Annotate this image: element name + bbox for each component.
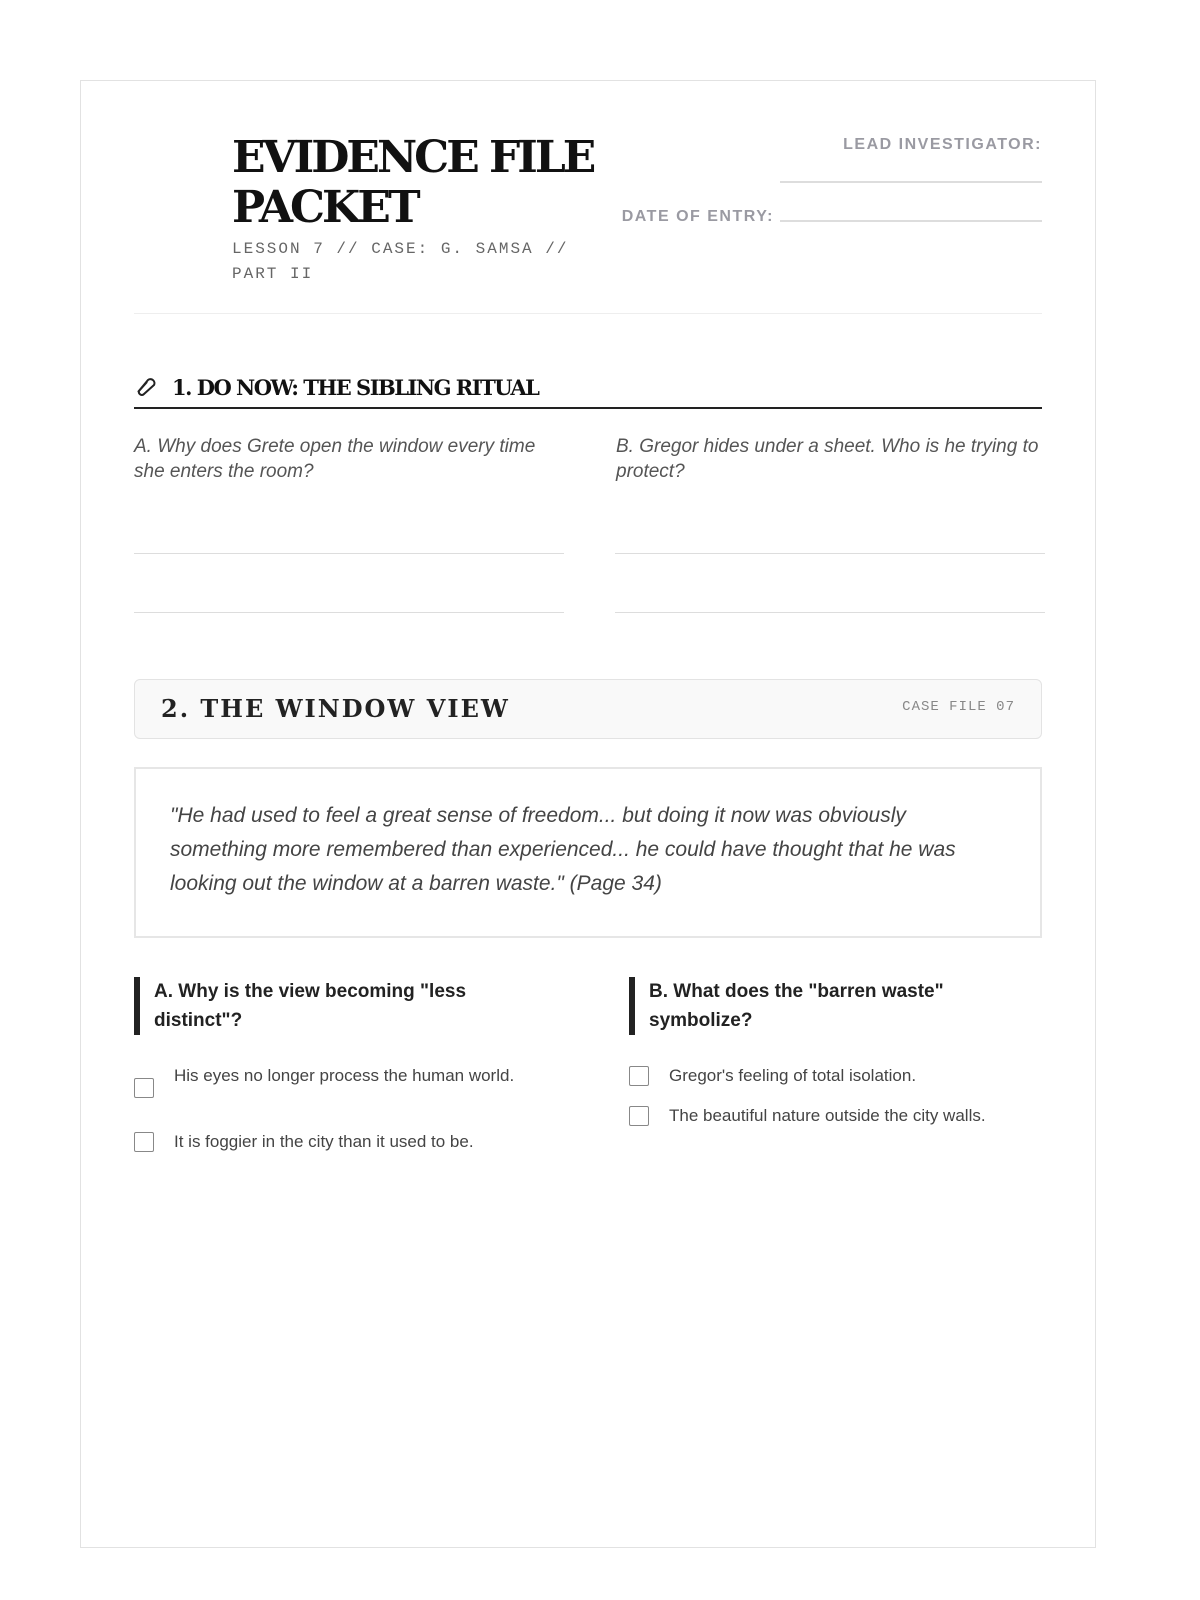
checkbox[interactable]	[629, 1066, 649, 1086]
question-2a: A. Why is the view becoming "less distinct"?	[134, 977, 554, 1035]
date-of-entry-field[interactable]	[780, 220, 1042, 222]
option-2a-2[interactable]	[134, 1128, 554, 1156]
section-2-title: 2. THE WINDOW VIEW	[161, 694, 510, 723]
header-divider	[134, 313, 1042, 314]
section-2-header	[134, 679, 1042, 739]
paperclip-icon	[134, 374, 160, 401]
case-file-label: CASE FILE 07	[902, 699, 1015, 715]
checkbox[interactable]	[134, 1078, 154, 1098]
answer-line-1b[interactable]	[615, 553, 1045, 554]
date-of-entry-label: DATE OF ENTRY:	[621, 208, 774, 225]
answer-line-1b[interactable]	[615, 612, 1045, 613]
page-subtitle: LESSON 7 // CASE: G. SAMSA // PART II	[232, 240, 569, 283]
answer-line-1a[interactable]	[134, 612, 564, 613]
question-1a: A. Why does Grete open the window every time she enters the room?	[134, 436, 536, 482]
option-label: Gregor's feeling of total isolation.	[669, 1066, 917, 1085]
option-label: His eyes no longer process the human world.	[174, 1066, 515, 1085]
lead-investigator-label: LEAD INVESTIGATOR:	[843, 136, 1042, 153]
answer-line-1a[interactable]	[134, 553, 564, 554]
option-label: The beautiful nature outside the city walls.	[669, 1106, 986, 1125]
section-1-header	[134, 367, 1042, 409]
worksheet-page	[80, 80, 1096, 1548]
quote-box: "He had used to feel a great sense of freedom... but doing it now was obviously something more remembered than experienced... he could have thought that he was looking out the window at a barren waste." (Page 34)	[134, 767, 1042, 938]
option-2b-2[interactable]	[629, 1102, 1059, 1130]
option-label: It is foggier in the city than it used to be.	[174, 1132, 474, 1151]
section-1-title: 1. DO NOW: THE SIBLING RITUAL	[172, 374, 539, 400]
question-1b: B. Gregor hides under a sheet. Who is he trying to protect?	[616, 436, 1039, 482]
checkbox[interactable]	[629, 1106, 649, 1126]
option-2a-1[interactable]	[134, 1062, 544, 1098]
option-2b-1[interactable]	[629, 1062, 1049, 1090]
checkbox[interactable]	[134, 1132, 154, 1152]
lead-investigator-field[interactable]	[780, 181, 1042, 183]
page-title: EVIDENCE FILE PACKET	[232, 132, 594, 233]
question-2b: B. What does the "barren waste" symbolize?	[629, 977, 1049, 1035]
